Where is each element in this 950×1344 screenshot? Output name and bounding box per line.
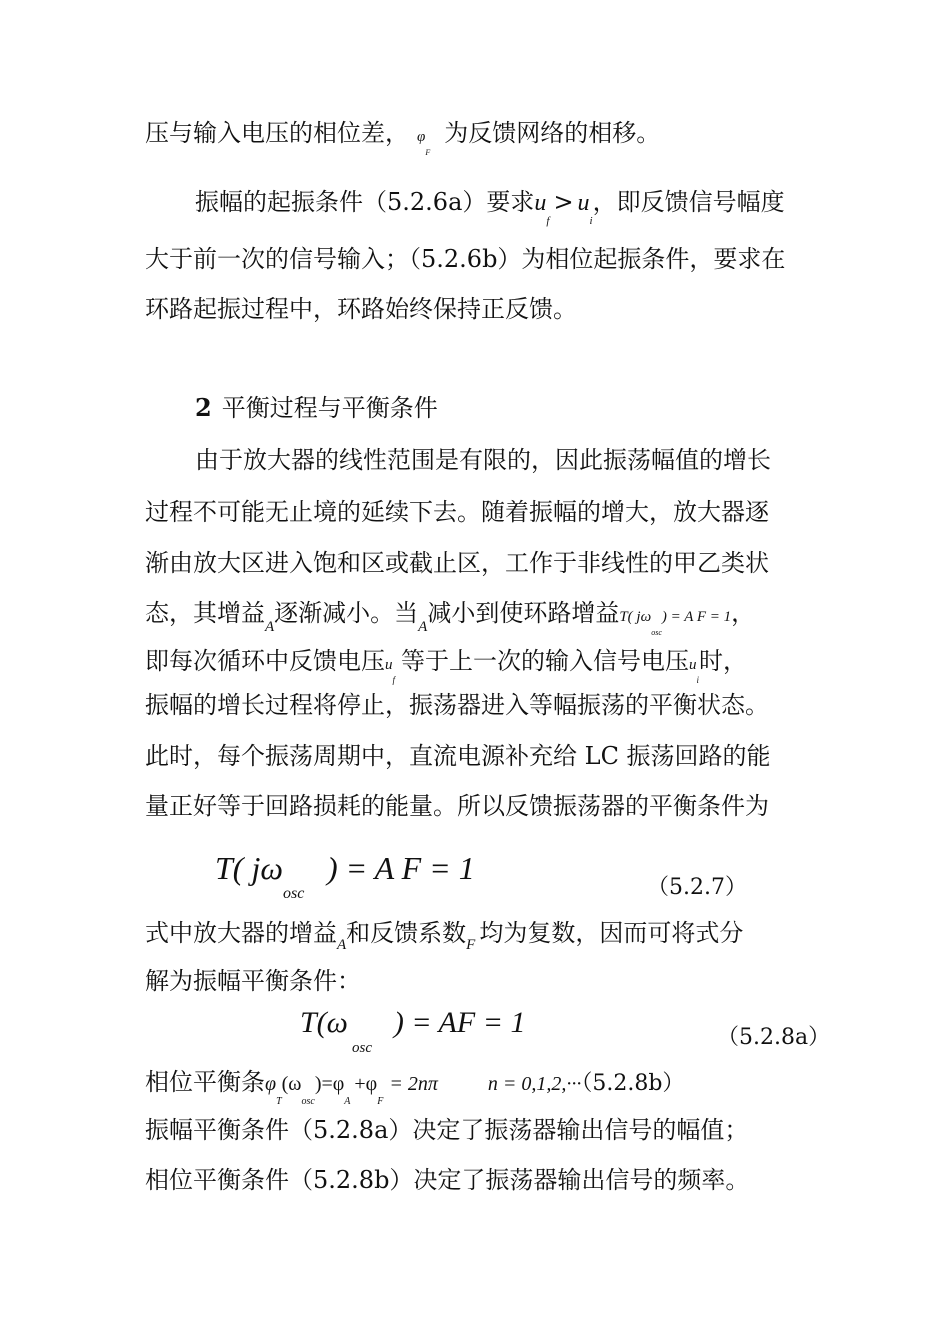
equation-right: ) = A F = 1 (326, 850, 475, 886)
u-symbol: u (577, 190, 590, 216)
F-symbol: F (466, 937, 476, 953)
equation-number: （5.2.8a） (717, 1025, 831, 1050)
subscript-osc: osc (301, 1096, 315, 1107)
omega-open: (ω (281, 1073, 302, 1095)
text-line-4: 环路起振过程中，环路始终保持正反馈。 (145, 295, 577, 323)
text-line-3: 大于前一次的信号输入；（5.2.6b）为相位起振条件，要求在 (145, 245, 786, 273)
equation-5-2-8a (300, 1006, 525, 1040)
text-line-p6: 振幅的增长过程将停止，振荡器进入等幅振荡的平衡状态。 (145, 691, 769, 719)
equation-right: ) = AF = 1 (393, 1006, 526, 1039)
greater-than: > (553, 188, 574, 216)
u-symbol: u (689, 657, 697, 673)
text-line-p8: 量正好等于回路损耗的能量。所以反馈振荡器的平衡条件为 (145, 792, 769, 820)
A-symbol: A (265, 619, 275, 635)
text-segment: 为反馈网络的相移。 (444, 119, 661, 147)
subscript-i: i (589, 215, 593, 227)
equation-5-2-7 (215, 850, 475, 887)
heading-text: 平衡过程与平衡条件 (221, 394, 438, 422)
A-symbol: A (418, 619, 428, 635)
subscript-osc: osc (352, 1040, 372, 1056)
n-range: n = 0,1,2,··· (487, 1073, 582, 1095)
text-segment: 态，其增益 (145, 599, 265, 627)
text-segment: 压与输入电压的相位差， (145, 119, 409, 147)
text-line-2 (195, 187, 865, 227)
text-line-1 (145, 118, 815, 157)
heading-number: 2 (195, 393, 212, 422)
equation-number: （5.2.8b） (581, 1071, 685, 1096)
u-symbol: u (534, 190, 547, 216)
text-line-p1: 由于放大器的线性范围是有限的，因此振荡幅值的增长 (195, 446, 771, 474)
text-line-p4 (145, 598, 815, 637)
text-segment: 均为复数，因而可将式分 (479, 919, 744, 947)
u-symbol: u (385, 657, 393, 673)
section-heading (195, 393, 865, 423)
subscript-T: T (276, 1096, 282, 1107)
equation-number: （5.2.7） (647, 875, 747, 900)
text-segment: 即每次循环中反馈电压 (145, 647, 385, 675)
subscript-i: i (696, 675, 700, 685)
subscript-osc: osc (651, 628, 662, 637)
equation-left: T(ω (300, 1006, 348, 1039)
A-symbol: A (337, 937, 347, 953)
text-line-phase (145, 1067, 815, 1107)
text-segment: 减小到使环路增益 (427, 599, 620, 627)
plus-phi: +φ (354, 1073, 378, 1095)
equation-left: T( jω (215, 850, 283, 886)
phi-equals: )=φ (314, 1073, 345, 1095)
subscript-f: f (546, 215, 550, 227)
text-line-q2: 解为振幅平衡条件： (145, 967, 361, 995)
subscript-F: F (377, 1096, 384, 1107)
text-line-p2: 过程不可能无止境的延续下去。随着振幅的增大，放大器逐 (145, 498, 769, 526)
text-segment: 逐渐减小。当 (274, 599, 419, 627)
text-segment: 式中放大器的增益 (145, 919, 337, 947)
text-segment: 振幅的起振条件（5.2.6a）要求 (195, 188, 535, 216)
text-segment: 相位平衡条 (145, 1068, 265, 1096)
text-segment: 和反馈系数 (346, 919, 467, 947)
subscript-osc: osc (283, 885, 305, 902)
inline-loop-gain: T( jω (619, 609, 652, 625)
phi-symbol: φ (265, 1073, 277, 1095)
subscript-F: F (425, 148, 431, 157)
inline-loop-gain-rest: ) = A F = 1 (661, 609, 732, 625)
text-line-p5 (145, 646, 815, 685)
text-line-r3: 相位平衡条件（5.2.8b）决定了振荡器输出信号的频率。 (145, 1166, 750, 1194)
phi-symbol: φ (417, 129, 426, 145)
subscript-f: f (392, 675, 396, 685)
subscript-A: A (344, 1096, 351, 1107)
text-line-p3: 渐由放大区进入饱和区或截止区，工作于非线性的甲乙类状 (145, 549, 769, 577)
text-segment: 等于上一次的输入信号电压 (401, 647, 690, 675)
text-line-q1 (145, 918, 815, 952)
text-segment: ， (731, 599, 756, 627)
text-segment: ，即反馈信号幅度 (592, 188, 785, 216)
text-line-r2: 振幅平衡条件（5.2.8a）决定了振荡器输出信号的幅值； (145, 1116, 749, 1144)
text-line-p7: 此时，每个振荡周期中，直流电源补充给 LC 振荡回路的能 (145, 742, 771, 770)
phase-rhs: = 2nπ (389, 1073, 438, 1095)
text-segment: 时， (699, 647, 748, 675)
